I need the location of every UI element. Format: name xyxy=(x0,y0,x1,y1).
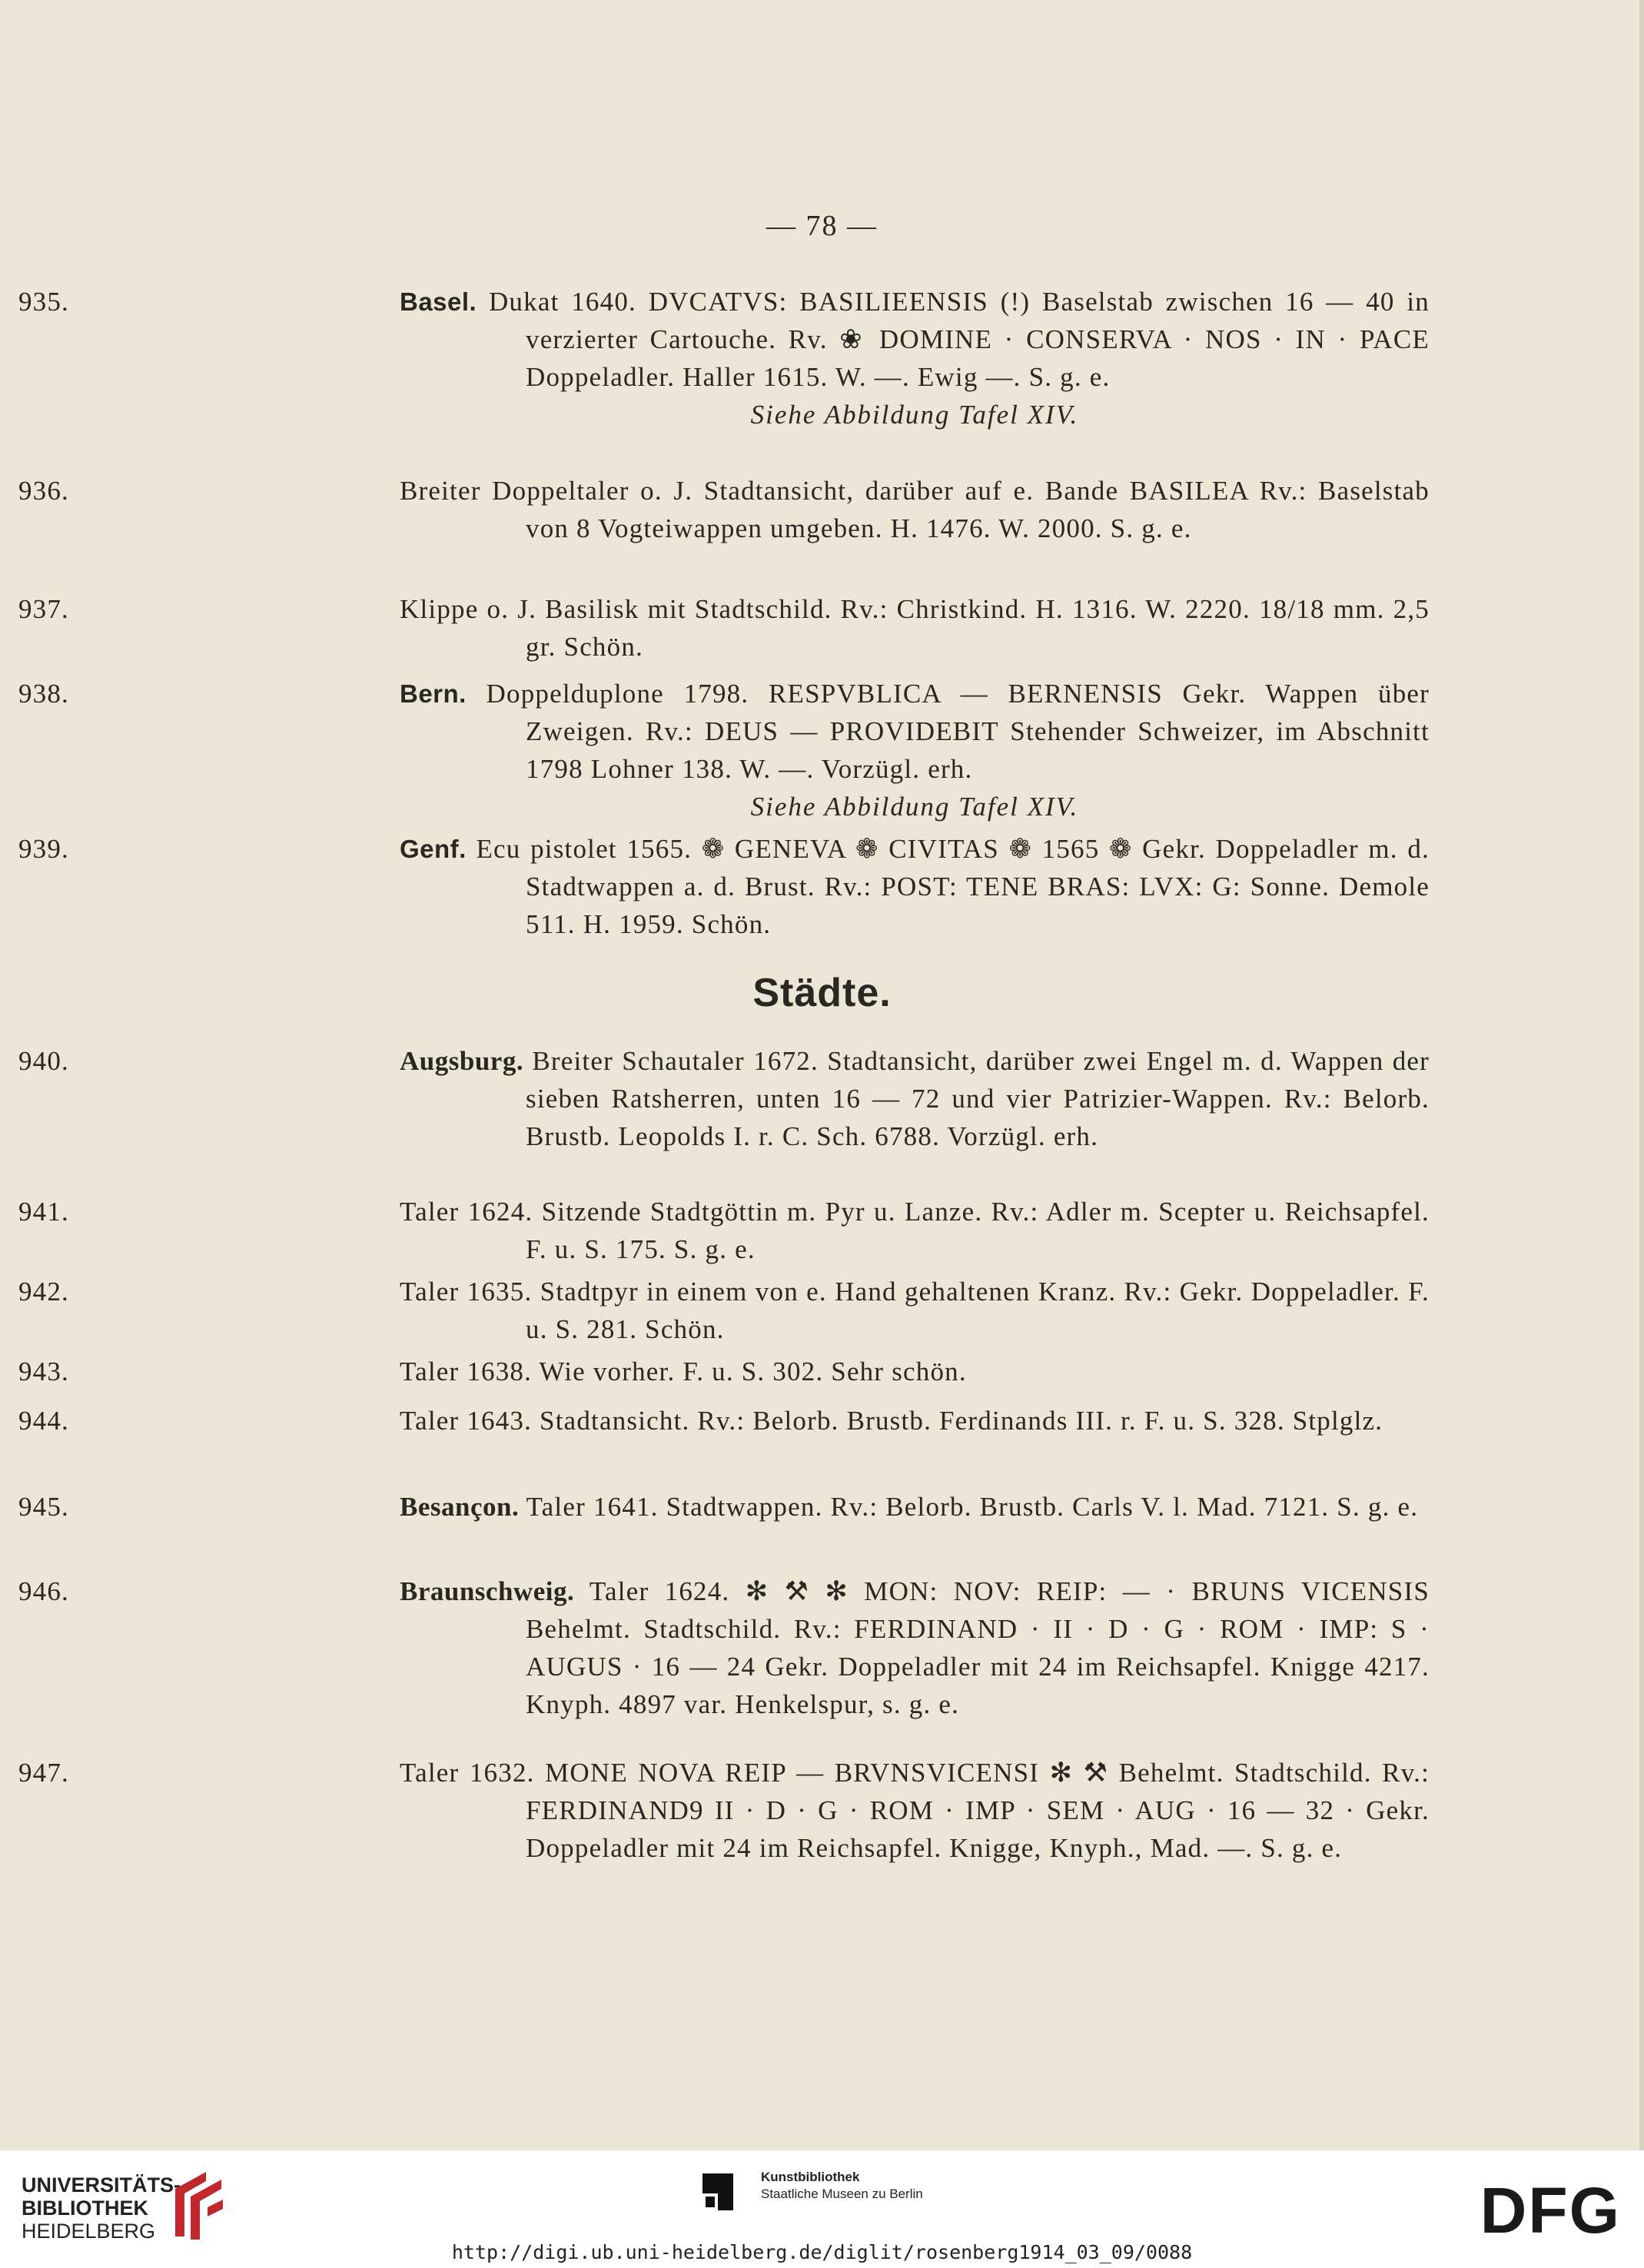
heidelberg-mark-icon xyxy=(168,2166,229,2243)
entry-945 xyxy=(18,1488,1430,1526)
entry-number: 946. xyxy=(18,1576,69,1606)
entry-text: Ecu pistolet 1565. ❁ GENEVA ❁ CIVITAS ❁ 1565 ❁ Gekr. Doppeladler m. d. Stadtwappen a. d. Brust. Rv.: POST: TENE BRAS: LVX: G: Sonne. Demole 511. H. 1959. Schön. xyxy=(466,834,1430,939)
entry-943 xyxy=(18,1353,1430,1390)
entry-939 xyxy=(18,830,1430,943)
entry-text: Dukat 1640. DVCATVS: BASILIEENSIS (!) Baselstab zwischen 16 — 40 in verzierter Cartouche. Rv. ❀ DOMINE · CONSERVA · NOS · IN · PACE Doppeladler. Haller 1615. W. —. Ewig —. S. g. e. xyxy=(477,287,1430,392)
plate-reference: Siehe Abbildung Tafel XIV. xyxy=(750,400,1079,430)
entry-text: Breiter Schautaler 1672. Stadtansicht, darüber zwei Engel m. d. Wappen der sieben Ratsherren, unten 16 — 72 und vier Patrizier-Wappen. Rv.: Belorb. Brustb. Leopolds I. r. C. Sch. 6788. Vorzügl. erh. xyxy=(523,1046,1430,1151)
entry-number: 942. xyxy=(18,1277,69,1307)
entry-text: Taler 1624. ✻ ⚒ ✻ MON: NOV: REIP: — · BRUNS VICENSIS Behelmt. Stadtschild. Rv.: FERDINAND · II · D · G · ROM · IMP: S · AUGUS · 16 — 24 Gekr. Doppeladler mit 24 im Reichsapfel. Knigge 4217. Knyph. 4897 var. Henkelspur, s. g. e. xyxy=(526,1576,1430,1719)
entry-number: 938. xyxy=(18,679,69,709)
entry-number: 940. xyxy=(18,1046,69,1076)
entry-text: Breiter Doppeltaler o. J. Stadtansicht, darüber auf e. Bande BASILEA Rv.: Baselstab von 8 Vogteiwappen umgeben. H. 1476. W. 2000. S. g. e. xyxy=(400,476,1430,543)
entry-heading: Braunschweig. xyxy=(400,1576,575,1606)
entry-text: Taler 1641. Stadtwappen. Rv.: Belorb. Brustb. Carls V. l. Mad. 7121. S. g. e. xyxy=(519,1492,1419,1522)
entry-heading: Genf. xyxy=(400,835,467,863)
entry-number: 941. xyxy=(18,1197,69,1227)
entry-heading: Augsburg. xyxy=(400,1046,524,1076)
section-title: Städte. xyxy=(752,971,892,1015)
entry-text: Taler 1624. Sitzende Stadtgöttin m. Pyr u. Lanze. Rv.: Adler m. Scepter u. Reichsapfel. F. u. S. 175. S. g. e. xyxy=(400,1197,1430,1264)
entry-heading: Besançon. xyxy=(400,1492,520,1522)
plate-reference: Siehe Abbildung Tafel XIV. xyxy=(750,792,1079,822)
kunstbibliothek-logo-icon xyxy=(699,2170,738,2217)
digitization-footer xyxy=(0,2150,1644,2268)
kunstbibliothek-text xyxy=(761,2169,923,2203)
entry-text: Taler 1638. Wie vorher. F. u. S. 302. Sehr schön. xyxy=(400,1356,967,1386)
entry-number: 943. xyxy=(18,1356,69,1386)
entry-heading: Bern. xyxy=(400,679,467,708)
entry-940 xyxy=(18,1042,1430,1155)
page-edge xyxy=(1639,0,1644,2150)
entry-942 xyxy=(18,1273,1430,1348)
entry-number: 935. xyxy=(18,287,69,317)
entry-935 xyxy=(18,283,1430,433)
entry-number: 936. xyxy=(18,476,69,506)
entry-text: Taler 1632. MONE NOVA REIP — BRVNSVICENSI ✻ ⚒ Behelmt. Stadtschild. Rv.: FERDINAND9 II · D · G · ROM · IMP · SEM · AUG · 16 — 32 · Gekr. Doppeladler mit 24 im Reichsapfel. Knigge, Knyph., Mad. —. S. g. e. xyxy=(400,1758,1430,1863)
uni-logo-line2: BIBLIOTHEK xyxy=(22,2197,148,2220)
entry-text: Doppelduplone 1798. RESPVBLICA — BERNENSIS Gekr. Wappen über Zweigen. Rv.: DEUS — PROVIDEBIT Stehender Schweizer, im Abschnitt 1798 Lohner 138. W. —. Vorzügl. erh. xyxy=(466,679,1430,784)
kb-line2: Staatliche Museen zu Berlin xyxy=(761,2187,923,2201)
page-number: — 78 — xyxy=(766,210,878,242)
entry-heading: Basel. xyxy=(400,287,477,316)
entry-number: 947. xyxy=(18,1758,69,1788)
entry-text: Taler 1635. Stadtpyr in einem von e. Hand gehaltenen Kranz. Rv.: Gekr. Doppeladler. F. u. S. 281. Schön. xyxy=(400,1277,1430,1344)
uni-logo-line1: UNIVERSITÄTS- xyxy=(22,2173,181,2197)
entry-937 xyxy=(18,590,1430,666)
entry-number: 944. xyxy=(18,1406,69,1436)
entry-938 xyxy=(18,675,1430,825)
kb-line1: Kunstbibliothek xyxy=(761,2170,860,2184)
dfg-logo: DFG xyxy=(1480,2174,1621,2246)
entry-946 xyxy=(18,1572,1430,1723)
entry-text: Klippe o. J. Basilisk mit Stadtschild. Rv.: Christkind. H. 1316. W. 2220. 18/18 mm. 2,5 gr. Schön. xyxy=(400,594,1430,662)
entry-text: Taler 1643. Stadtansicht. Rv.: Belorb. Brustb. Ferdinands III. r. F. u. S. 328. Stplglz. xyxy=(400,1406,1383,1436)
entry-number: 945. xyxy=(18,1492,69,1522)
heidelberg-library-logo xyxy=(22,2173,181,2243)
entry-941 xyxy=(18,1193,1430,1268)
entry-947 xyxy=(18,1754,1430,1867)
source-url[interactable]: http://digi.ub.uni-heidelberg.de/diglit/rosenberg1914_03_09/0088 xyxy=(451,2241,1193,2263)
entry-number: 939. xyxy=(18,834,69,864)
entry-number: 937. xyxy=(18,594,69,624)
entry-936 xyxy=(18,472,1430,547)
uni-logo-line3: HEIDELBERG xyxy=(22,2220,156,2243)
entry-944 xyxy=(18,1402,1430,1439)
